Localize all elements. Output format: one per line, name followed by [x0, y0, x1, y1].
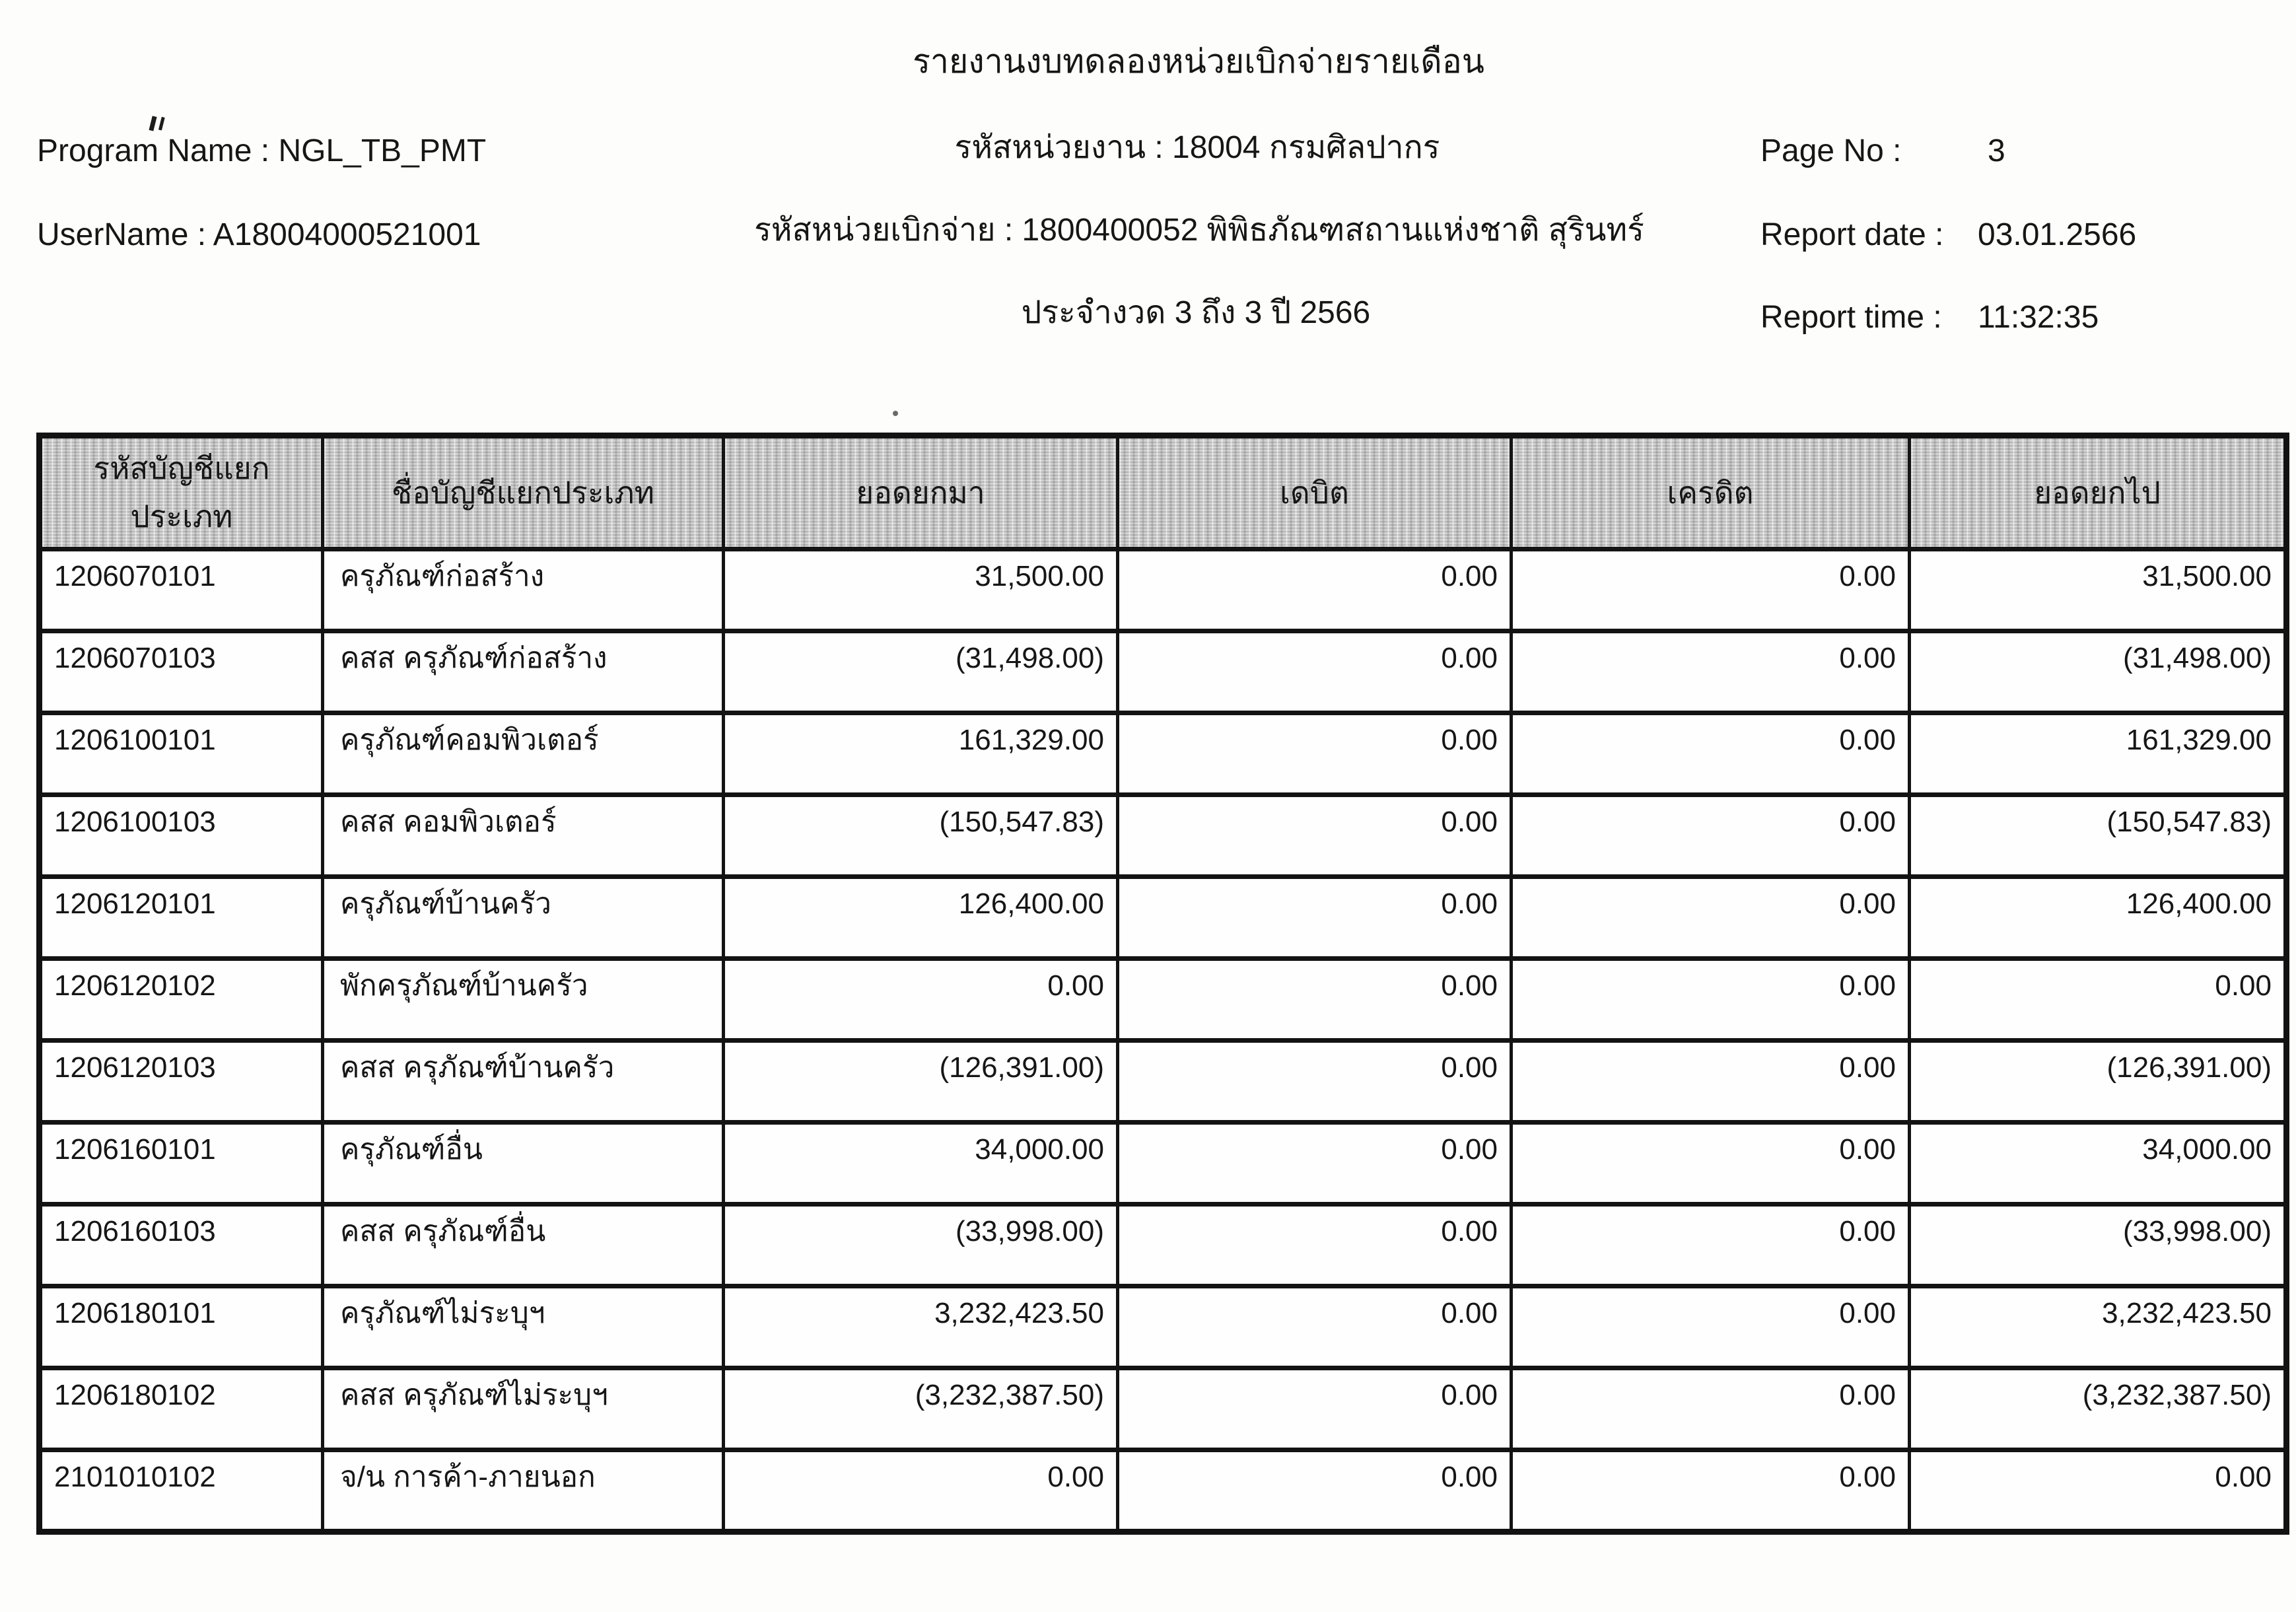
header-closing-balance: ยอดยกไป — [1910, 436, 2287, 549]
opening-balance-cell: 0.00 — [724, 959, 1118, 1041]
opening-balance-cell: 34,000.00 — [724, 1123, 1118, 1205]
debit-cell: 0.00 — [1118, 959, 1512, 1041]
header-credit: เครดิต — [1512, 436, 1910, 549]
account-code-cell: 1206160103 — [40, 1205, 323, 1286]
debit-cell: 0.00 — [1118, 1286, 1512, 1368]
account-code-cell: 1206120103 — [40, 1041, 323, 1123]
table-row — [40, 631, 2287, 713]
report-date-label: Report date : — [1760, 217, 1944, 252]
account-name-cell: ครุภัณฑ์ไม่ระบุฯ — [323, 1286, 724, 1368]
account-code-cell: 1206100103 — [40, 795, 323, 877]
debit-cell: 0.00 — [1118, 1123, 1512, 1205]
debit-cell: 0.00 — [1118, 549, 1512, 631]
account-code-cell: 1206120101 — [40, 877, 323, 959]
account-name-cell: คสส ครุภัณฑ์ไม่ระบุฯ — [323, 1368, 724, 1450]
table-row — [40, 1041, 2287, 1123]
program-name-line: Program Name : NGL_TB_PMT — [37, 133, 487, 168]
header-account-name: ชื่อบัญชีแยกประเภท — [323, 436, 724, 549]
account-name-cell: ครุภัณฑ์บ้านครัว — [323, 877, 724, 959]
account-name-cell: ครุภัณฑ์คอมพิวเตอร์ — [323, 713, 724, 795]
account-code-cell: 1206180102 — [40, 1368, 323, 1450]
page-no-label: Page No : — [1760, 133, 1902, 168]
credit-cell: 0.00 — [1512, 1205, 1910, 1286]
table-row — [40, 713, 2287, 795]
account-name-cell: พักครุภัณฑ์บ้านครัว — [323, 959, 724, 1041]
credit-cell: 0.00 — [1512, 1123, 1910, 1205]
disbursement-unit-line: รหัสหน่วยเบิกจ่าย : 1800400052 พิพิธภัณฑสถานแห่งชาติ สุรินทร์ — [754, 213, 1644, 248]
account-name-cell: คสส คอมพิวเตอร์ — [323, 795, 724, 877]
opening-balance-cell: (150,547.83) — [724, 795, 1118, 877]
table-row — [40, 1450, 2287, 1532]
report-date-value: 03.01.2566 — [1978, 217, 2137, 252]
table-row — [40, 795, 2287, 877]
report-title: รายงานงบทดลองหน่วยเบิกจ่ายรายเดือน — [913, 43, 1484, 80]
closing-balance-cell: 3,232,423.50 — [1910, 1286, 2287, 1368]
debit-cell: 0.00 — [1118, 1450, 1512, 1532]
opening-balance-cell: 161,329.00 — [724, 713, 1118, 795]
debit-cell: 0.00 — [1118, 1041, 1512, 1123]
credit-cell: 0.00 — [1512, 549, 1910, 631]
credit-cell: 0.00 — [1512, 713, 1910, 795]
table-header — [40, 436, 2287, 549]
opening-balance-cell: 3,232,423.50 — [724, 1286, 1118, 1368]
account-code-cell: 1206120102 — [40, 959, 323, 1041]
header-opening-balance: ยอดยกมา — [724, 436, 1118, 549]
closing-balance-cell: (3,232,387.50) — [1910, 1368, 2287, 1450]
closing-balance-cell: (33,998.00) — [1910, 1205, 2287, 1286]
account-name-cell: จ/น การค้า-ภายนอก — [323, 1450, 724, 1532]
table-row — [40, 1123, 2287, 1205]
closing-balance-cell: 31,500.00 — [1910, 549, 2287, 631]
credit-cell: 0.00 — [1512, 631, 1910, 713]
account-name-cell: คสส ครุภัณฑ์บ้านครัว — [323, 1041, 724, 1123]
header-debit: เดบิต — [1118, 436, 1512, 549]
credit-cell: 0.00 — [1512, 795, 1910, 877]
account-code-cell: 2101010102 — [40, 1450, 323, 1532]
debit-cell: 0.00 — [1118, 1368, 1512, 1450]
account-name-cell: คสส ครุภัณฑ์อื่น — [323, 1205, 724, 1286]
page-no-value: 3 — [1988, 133, 2005, 168]
opening-balance-cell: 0.00 — [724, 1450, 1118, 1532]
debit-cell: 0.00 — [1118, 713, 1512, 795]
table-row — [40, 1286, 2287, 1368]
account-name-cell: ครุภัณฑ์ก่อสร้าง — [323, 549, 724, 631]
credit-cell: 0.00 — [1512, 1286, 1910, 1368]
scan-artifact-mark — [149, 116, 157, 131]
table-row — [40, 959, 2287, 1041]
credit-cell: 0.00 — [1512, 877, 1910, 959]
account-code-cell: 1206070103 — [40, 631, 323, 713]
credit-cell: 0.00 — [1512, 1041, 1910, 1123]
header-row — [40, 436, 2287, 549]
closing-balance-cell: 161,329.00 — [1910, 713, 2287, 795]
closing-balance-cell: (150,547.83) — [1910, 795, 2287, 877]
closing-balance-cell: (126,391.00) — [1910, 1041, 2287, 1123]
opening-balance-cell: 31,500.00 — [724, 549, 1118, 631]
credit-cell: 0.00 — [1512, 1450, 1910, 1532]
account-name-cell: ครุภัณฑ์อื่น — [323, 1123, 724, 1205]
trial-balance-table — [36, 433, 2289, 1535]
debit-cell: 0.00 — [1118, 631, 1512, 713]
table-row — [40, 549, 2287, 631]
opening-balance-cell: (126,391.00) — [724, 1041, 1118, 1123]
closing-balance-cell: (31,498.00) — [1910, 631, 2287, 713]
table-row — [40, 1205, 2287, 1286]
table-row — [40, 877, 2287, 959]
username-line: UserName : A18004000521001 — [37, 217, 481, 252]
report-time-value: 11:32:35 — [1978, 300, 2099, 335]
closing-balance-cell: 126,400.00 — [1910, 877, 2287, 959]
debit-cell: 0.00 — [1118, 877, 1512, 959]
report-time-label: Report time : — [1760, 300, 1942, 335]
agency-code-line: รหัสหน่วยงาน : 18004 กรมศิลปากร — [954, 130, 1440, 165]
account-code-cell: 1206070101 — [40, 549, 323, 631]
opening-balance-cell: 126,400.00 — [724, 877, 1118, 959]
header-account-code: รหัสบัญชีแยกประเภท — [40, 436, 323, 549]
closing-balance-cell: 34,000.00 — [1910, 1123, 2287, 1205]
scan-artifact-dot — [893, 411, 898, 416]
period-line: ประจำงวด 3 ถึง 3 ปี 2566 — [1021, 295, 1371, 330]
debit-cell: 0.00 — [1118, 795, 1512, 877]
table-row — [40, 1368, 2287, 1450]
closing-balance-cell: 0.00 — [1910, 959, 2287, 1041]
opening-balance-cell: (3,232,387.50) — [724, 1368, 1118, 1450]
opening-balance-cell: (31,498.00) — [724, 631, 1118, 713]
account-name-cell: คสส ครุภัณฑ์ก่อสร้าง — [323, 631, 724, 713]
table-body — [40, 549, 2287, 1532]
opening-balance-cell: (33,998.00) — [724, 1205, 1118, 1286]
credit-cell: 0.00 — [1512, 1368, 1910, 1450]
account-code-cell: 1206180101 — [40, 1286, 323, 1368]
closing-balance-cell: 0.00 — [1910, 1450, 2287, 1532]
account-code-cell: 1206100101 — [40, 713, 323, 795]
account-code-cell: 1206160101 — [40, 1123, 323, 1205]
debit-cell: 0.00 — [1118, 1205, 1512, 1286]
credit-cell: 0.00 — [1512, 959, 1910, 1041]
